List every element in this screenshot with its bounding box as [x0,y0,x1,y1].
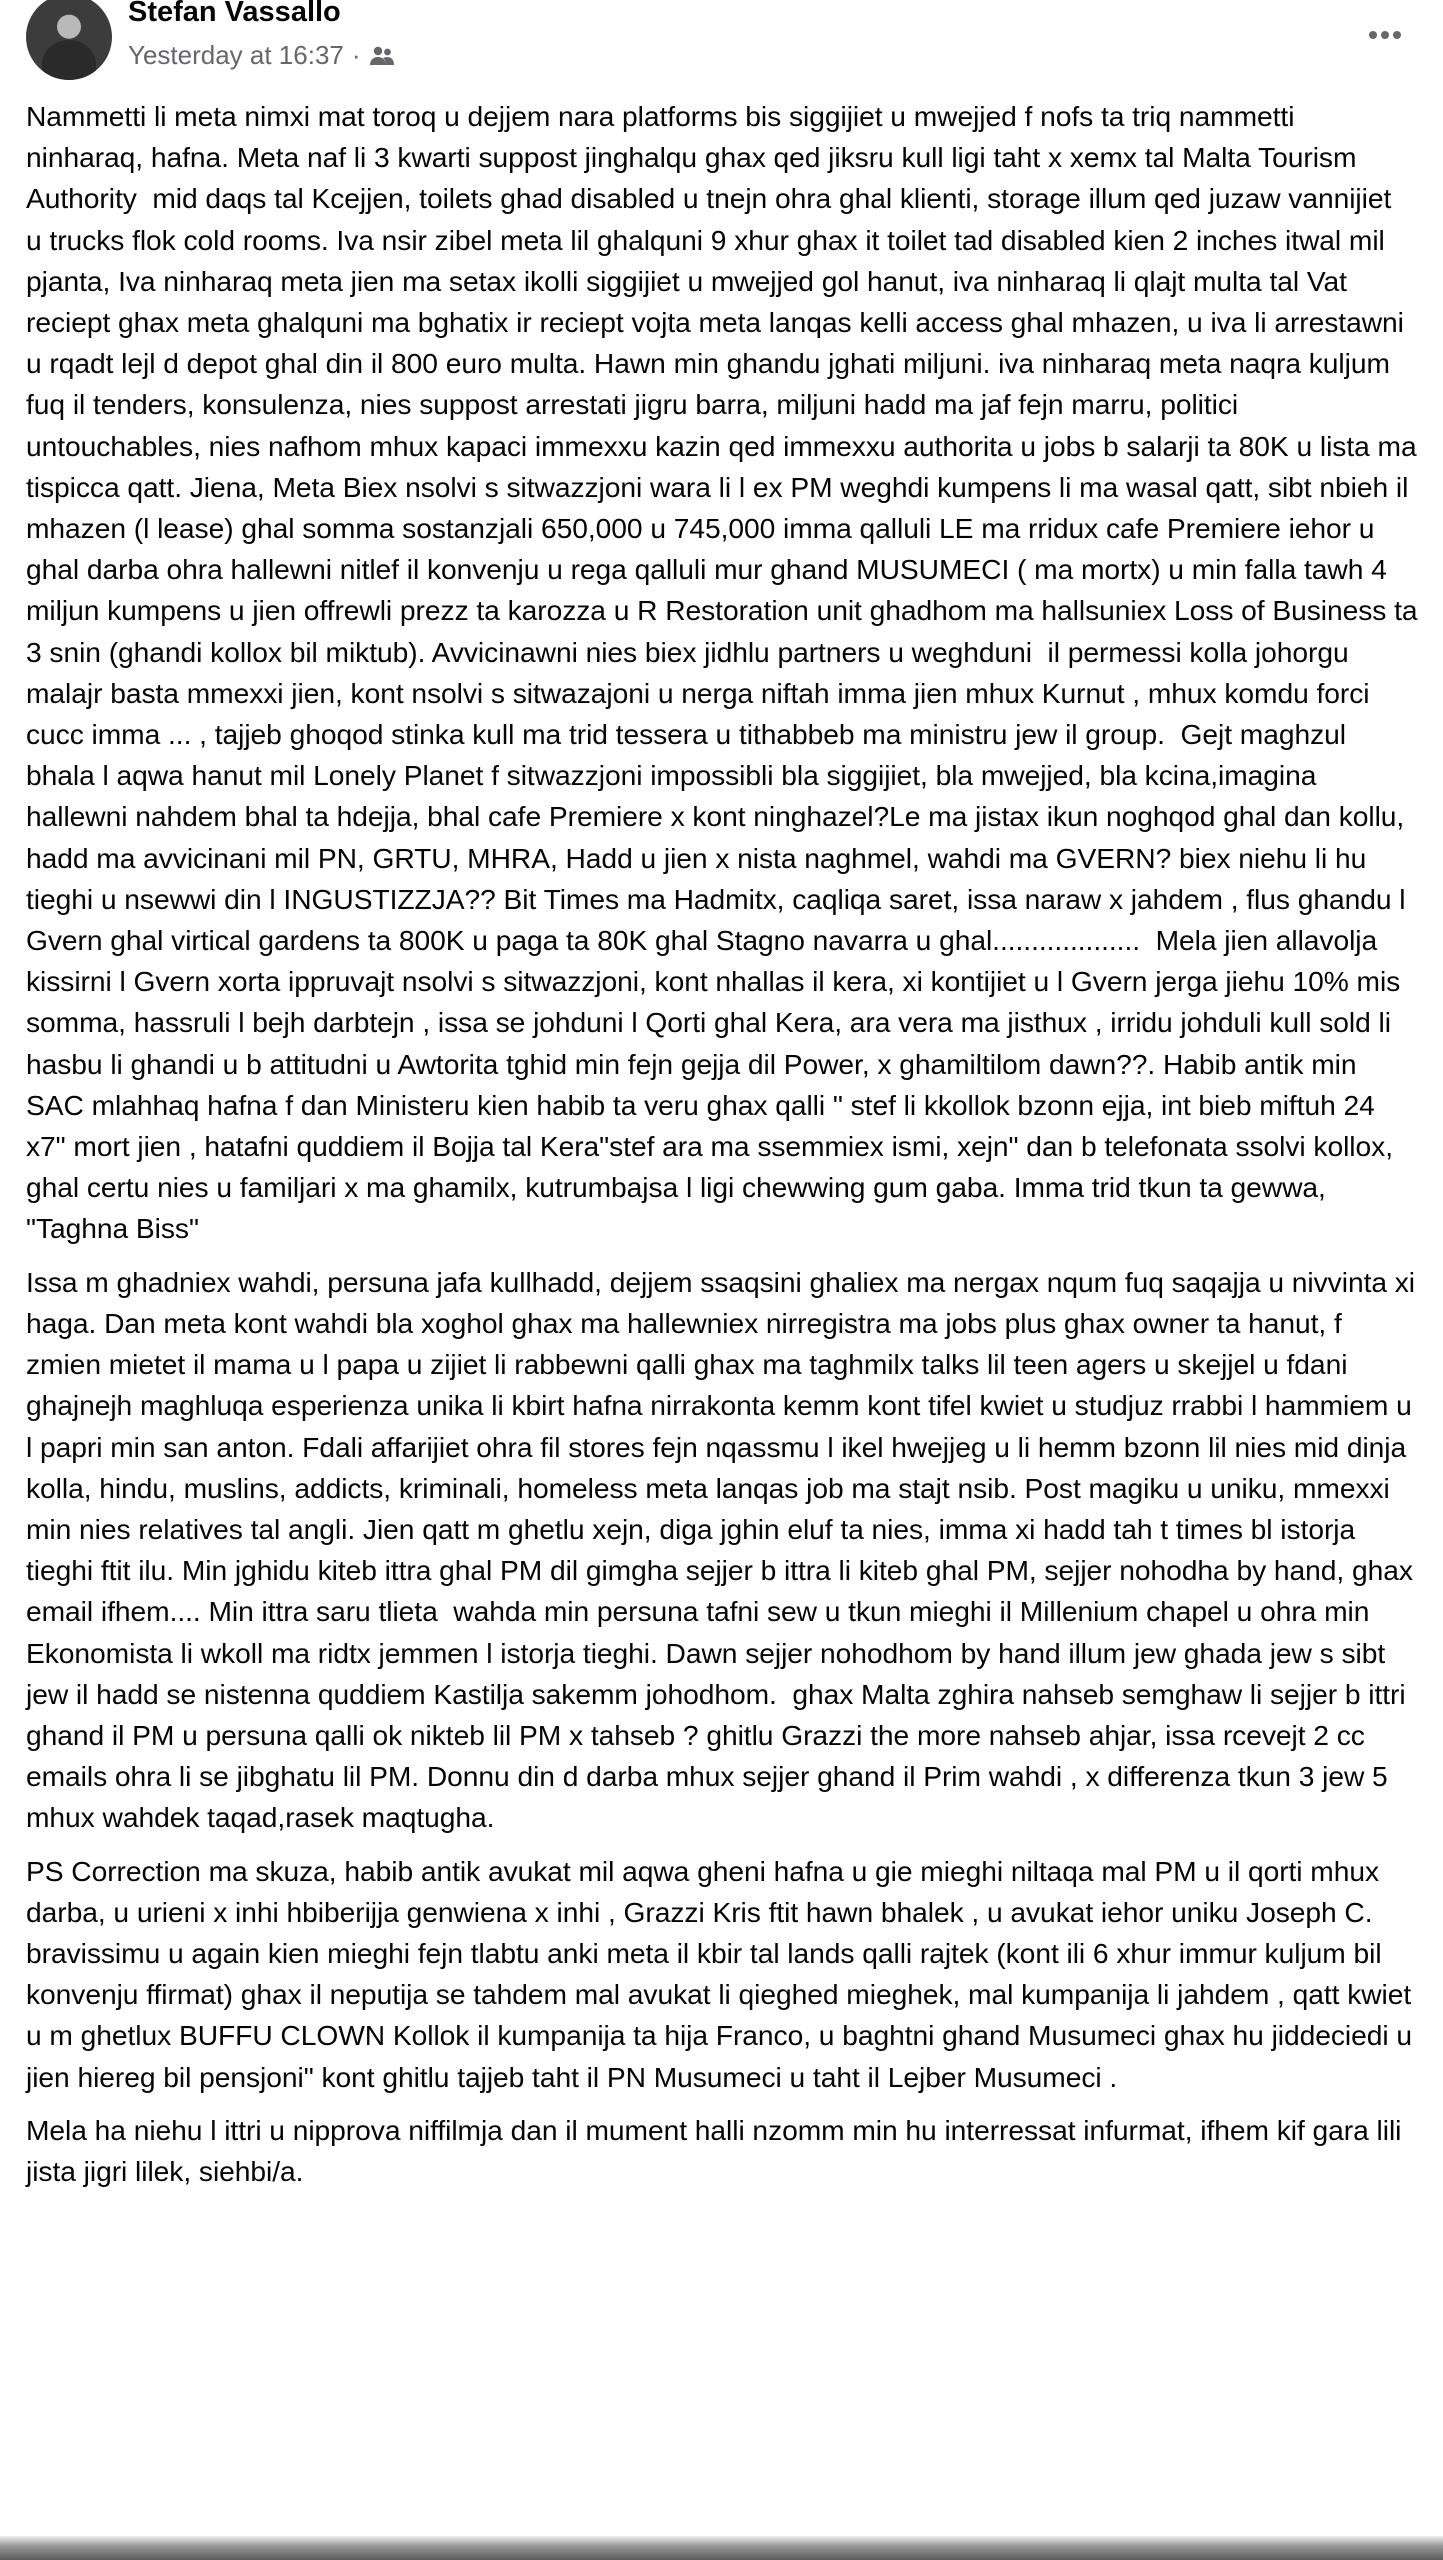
author-name[interactable]: Stefan Vassallo [128,0,341,28]
meta-separator: · [351,40,361,70]
post-header [0,0,1443,92]
friends-icon[interactable] [369,45,395,67]
post-paragraph: Nammetti li meta nimxi mat toroq u dejjem nara platforms bis siggijiet u mwejjed f nofs ta triq nammetti ninharaq, hafna. Meta naf li 3 kwarti suppost jinghalqu ghax qed jiksru kull ligi taht x xemx tal Malta Tourism Authority mid daqs tal Kcejjen, toilets ghad disabled u tnejn ohra ghal klienti, storage illum qed juzaw vannijiet u trucks flok cold rooms. Iva nsir zibel meta lil ghalquni 9 xhur ghax it toilet tad disabled kien 2 inches itwal mil pjanta, Iva ninharaq meta jien ma setax ikolli siggijiet u mwejjed gol hanut, iva ninharaq li qlajt multa tal Vat reciept ghax meta ghalquni ma bghatix ir reciept vojta meta lanqas kelli access ghal mhazen, u iva li arrestawni u rqadt lejl d depot ghal din il 800 euro multa. Hawn min ghandu jghati miljuni. iva ninharaq meta naqra kuljum fuq il tenders, konsulenza, nies suppost arrestati jigru barra, miljuni hadd ma jaf fejn marru, politici untouchables, nies nafhom mhux kapaci immexxu kazin qed immexxu authorita u jobs b salarji ta 80K u lista ma tispicca qatt. Jiena, Meta Biex nsolvi s sitwazzjoni wara li l ex PM weghdi kumpens li ma wasal qatt, sibt nbieh il mhazen (l lease) ghal somma sostanzjali 650,000 u 745,000 imma qalluli LE ma rridux cafe Premiere iehor u ghal darba ohra hallewni nitlef il konvenju u rega qalluli mur ghand MUSUMECI ( ma mortx) u min falla tawh 4 miljun kumpens u jien offrewli prezz ta karozza u R Restoration unit ghadhom ma hallsuniex Loss of Business ta 3 snin (ghandi kollox bil miktub). Avvicinawni nies biex jidhlu partners u weghduni il permessi kolla johorgu malajr basta mmexxi jien, kont nsolvi s sitwazajoni u nerga niftah imma jien mhux Kurnut , mhux komdu forci cucc imma ... , tajjeb ghoqod stinka kull ma trid tessera u tithabbeb ma ministru jew il group. Gejt maghzul bhala l aqwa hanut mil Lonely Planet f sitwazzjoni impossibli bla siggijiet, bla mwejjed, bla kcina,imagina hallewni nahdem bhal ta hdejja, bhal cafe Premiere x kont ninghazel?Le ma jistax ikun noghqod ghal dan kollu, hadd ma avvicinani mil PN, GRTU, MHRA, Hadd u jien x nista naghmel, wahdi ma GVERN? biex niehu li hu tieghi u nsewwi din l INGUSTIZZJA?? Bit Times ma Hadmitx, caqliqa saret, issa naraw x jahdem , flus ghandu l Gvern ghal virtical gardens ta 800K u paga ta 80K ghal Stagno navarra u ghal................... Mela jien allavolja kissirni l Gvern xorta ippruvajt nsolvi s sitwazzjoni, kont nhallas il kera, xi kontijiet u l Gvern jerga jiehu 10% mis somma, hassruli l bejh darbtejn , issa se johduni l Qorti ghal Kera, ara vera ma jisthux , irridu johduli kull sold li hasbu li ghandi u b attitudni u Awtorita tghid min fejn gejja dil Power, x ghamiltilom dawn??. Habib antik min SAC mlahhaq hafna f dan Ministeru kien habib ta veru ghax qalli " stef li kkollok bzonn ejja, int bieb miftuh 24 x7" mort jien , hatafni quddiem il Bojja tal Kera"stef ara ma ssemmiex ismi, xejn" dan b telefonata ssolvi kollox, ghal certu nies u familjari x ma ghamilx, kutrumbajsa l ligi chewwing gum gaba. Imma trid tkun ta gewwa, "Taghna Biss" [26,100,1426,1245]
timestamp[interactable]: Yesterday at 16:37 [128,40,344,70]
avatar[interactable] [26,0,112,80]
post-paragraph: Mela ha niehu l ittri u nipprova niffilmja dan il mument halli nzomm min hu interressat infurmat, ifhem kif gara lili jista jigri lilek, siehbi/a. [26,2113,1410,2187]
post-meta [128,40,395,71]
post-paragraph: Issa m ghadniex wahdi, persuna jafa kullhadd, dejjem ssaqsini ghaliex ma nergax nqum fuq saqajja u nivvinta xi haga. Dan meta kont wahdi bla xoghol ghax ma hallewniex nirregistra ma jobs plus ghax owner ta hanut, f zmien mietet il mama u l papa u zijiet li rabbewni qalli ghax ma taghmilx talks lil teen agers u skejjel u fdani ghajnejh maghluqa esperienza unika li kbirt hafna nirrakonta kemm kont tifel kwiet u studjuz rrabbi l hammiem u l papri min san anton. Fdali affarijiet ohra fil stores fejn nqassmu l ikel hwejjeg u li hemm bzonn lil nies mid dinja kolla, hindu, muslins, addicts, kriminali, homeless meta lanqas job ma stajt nsib. Post magiku u uniku, mmexxi min nies relatives tal angli. Jien qatt m ghetlu xejn, diga jghin eluf ta nies, imma xi hadd tah t times bl istorja tieghi ftit ilu. Min jghidu kiteb ittra ghal PM dil gimgha sejjer b ittra li kiteb ghal PM, sejjer nohodha by hand, ghax email ifhem.... Min ittra saru tlieta wahda min persuna tafni sew u tkun mieghi il Millenium chapel u ohra min Ekonomista li wkoll ma ridtx jemmen l istorja tieghi. Dawn sejjer nohodhom by hand illum jew ghada jew s sibt jew il hadd se nistenna quddiem Kastilja sakemm johodhom. ghax Malta zghira nahseb semghaw li sejjer b ittri ghand il PM u persuna qalli ok nikteb lil PM x tahseb ? ghitlu Grazzi the more nahseb ahjar, issa rcevejt 2 cc emails ohra li se jibghatu lil PM. Donnu din d darba mhux sejjer ghand il Prim wahdi , x differenza tkun 3 jew 5 mhux wahdek taqad,rasek maqtugha. [26,1265,1423,1834]
image-preview-strip[interactable] [0,2536,1443,2560]
more-options-icon[interactable] [1357,10,1413,60]
post-paragraph: PS Correction ma skuza, habib antik avukat mil aqwa gheni hafna u gie mieghi niltaqa mal PM u il qorti mhux darba, u urieni x inhi hbiberijja genwiena x inhi , Grazzi Kris ftit hawn bhalek , u avukat iehor uniku Joseph C. bravissimu u again kien mieghi fejn tlabtu anki meta il kbir tal lands qalli rajtek (kont ili 6 xhur immur kuljum bil konvenju ffirmat) ghax il neputija se tahdem mal avukat li qieghed mieghek, mal kumpanija li jahdem , qatt kwiet u m ghetlux BUFFU CLOWN Kollok il kumpanija ta hija Franco, u baghtni ghand Musumeci ghax hu jiddeciedi u jien hiereg bil pensjoni" kont ghitlu tajjeb taht il PN Musumeci u taht il Lejber Musumeci . [26,1854,1420,2093]
post-body [26,96,1426,2204]
